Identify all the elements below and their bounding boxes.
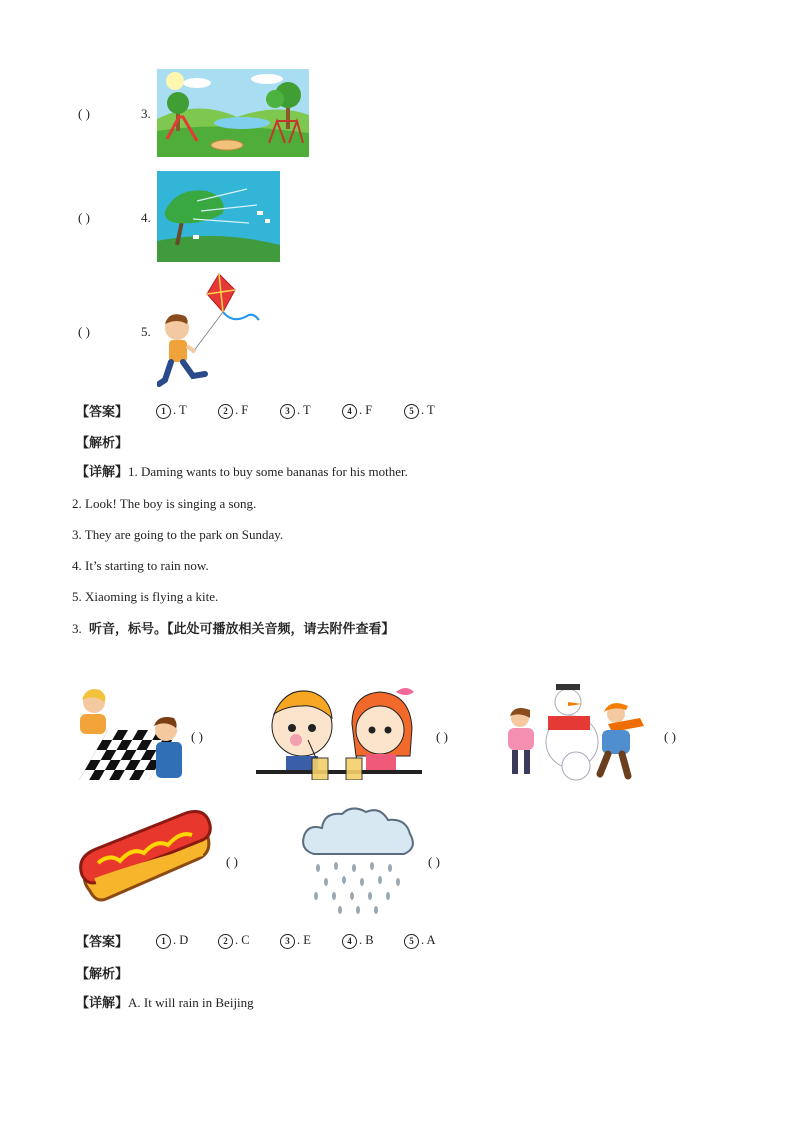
detail-line-2: 2. Look! The boy is singing a song. — [72, 496, 257, 511]
section-title: 听音，标号。【此处可播放相关音频，请去附件查看】 — [89, 622, 395, 637]
picture-blank-2[interactable]: ( ) — [436, 729, 448, 744]
detail-line-3: 3. They are going to the park on Sunday. — [72, 527, 284, 542]
answer-item — [156, 402, 187, 419]
answer-list — [156, 402, 456, 418]
circled-number: 4 — [342, 404, 357, 419]
question-number-3: 3. — [141, 106, 151, 121]
boy-flying-kite-image — [157, 272, 261, 390]
detail-line-4: 4. It’s starting to rain now. — [72, 558, 209, 573]
detail-line-1 — [76, 464, 408, 481]
detail-text: A. It will rain in Beijing — [128, 995, 254, 1010]
circled-number: 5 — [404, 404, 419, 419]
drinking-juice-image — [256, 684, 422, 780]
answer-item — [218, 932, 250, 949]
picture-blank-4[interactable]: ( ) — [226, 854, 238, 869]
hotdog-image — [74, 807, 214, 913]
answer-item — [280, 932, 311, 949]
answer-list-2 — [156, 932, 456, 948]
answer-item — [156, 932, 188, 949]
rain-cloud-image — [300, 804, 418, 916]
answer-blank-3[interactable]: ( ) — [78, 106, 90, 121]
detail-text: 1. Daming wants to buy some bananas for his mother. — [128, 464, 408, 479]
answer-value: . T — [173, 403, 187, 417]
park-image — [157, 69, 309, 157]
answer-value: . C — [235, 933, 250, 947]
analysis-label: 【解析】 — [76, 436, 129, 451]
answer-blank-4[interactable]: ( ) — [78, 210, 90, 225]
detail-label: 【详解】 — [76, 996, 129, 1011]
answer-value: . B — [359, 933, 374, 947]
picture-blank-1[interactable]: ( ) — [191, 729, 203, 744]
detail-label: 【详解】 — [76, 465, 129, 480]
circled-number: 1 — [156, 934, 171, 949]
answer-item — [404, 402, 435, 419]
answer-value: . T — [421, 403, 435, 417]
circled-number: 1 — [156, 404, 171, 419]
answer-value: . D — [173, 933, 189, 947]
circled-number: 2 — [218, 934, 233, 949]
snowman-image — [504, 684, 650, 782]
answer-label-2: 【答案】 — [76, 935, 129, 950]
question-number-4: 4. — [141, 210, 151, 225]
windy-image — [157, 171, 280, 262]
circled-number: 4 — [342, 934, 357, 949]
chess-image — [70, 686, 186, 782]
picture-blank-3[interactable]: ( ) — [664, 729, 676, 744]
answer-value: . A — [421, 933, 436, 947]
answer-item — [342, 932, 374, 949]
answer-label: 【答案】 — [76, 405, 129, 420]
circled-number: 2 — [218, 404, 233, 419]
circled-number: 5 — [404, 934, 419, 949]
question-number-5: 5. — [141, 324, 151, 339]
answer-item — [342, 402, 372, 419]
section-number: 3. — [72, 621, 82, 636]
picture-blank-5[interactable]: ( ) — [428, 854, 440, 869]
detail-line-a — [76, 995, 254, 1012]
answer-value: . F — [235, 403, 249, 417]
answer-value: . E — [297, 933, 311, 947]
answer-blank-5[interactable]: ( ) — [78, 324, 90, 339]
answer-item — [218, 402, 248, 419]
answer-item — [404, 932, 436, 949]
detail-line-5: 5. Xiaoming is flying a kite. — [72, 589, 219, 604]
circled-number: 3 — [280, 404, 295, 419]
circled-number: 3 — [280, 934, 295, 949]
answer-value: . T — [297, 403, 311, 417]
answer-item — [280, 402, 311, 419]
answer-value: . F — [359, 403, 373, 417]
section-heading — [72, 621, 395, 638]
analysis-label-2: 【解析】 — [76, 967, 129, 982]
